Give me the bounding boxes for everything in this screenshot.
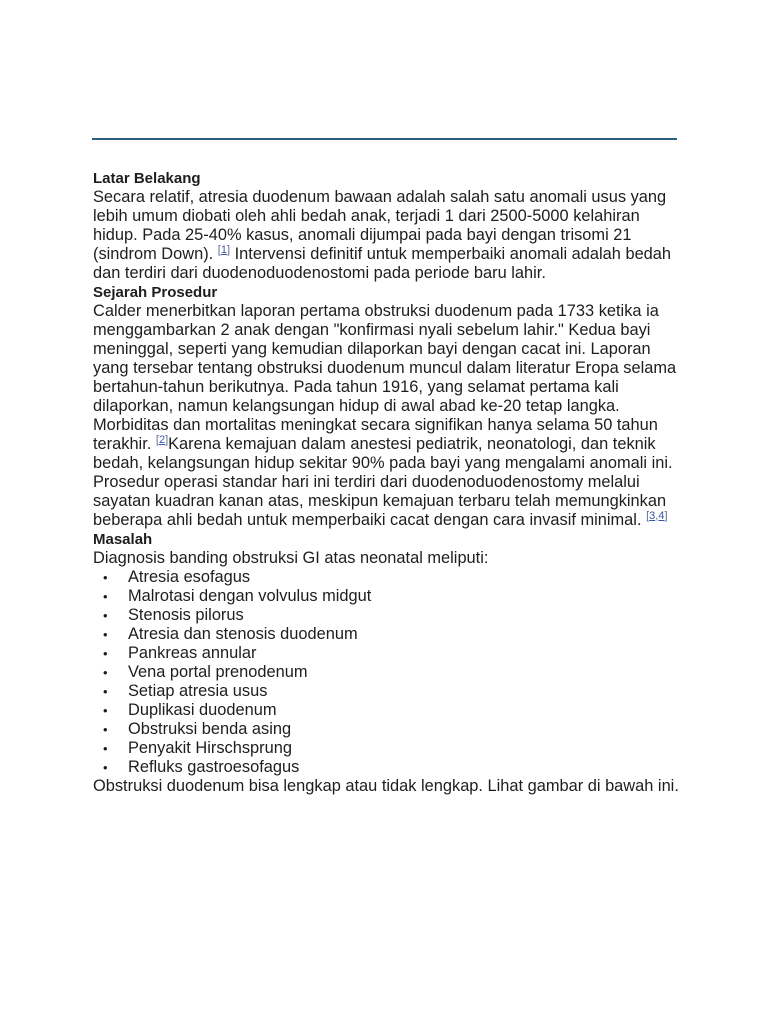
differential-diagnosis-list [93,568,683,777]
masalah-intro: Diagnosis banding obstruksi GI atas neonatal meliputi: [93,549,489,567]
list-item: • Penyakit Hirschsprung [93,739,683,758]
paragraph-sejarah-prosedur [93,302,683,530]
citation-link-4[interactable]: 4 [658,510,665,522]
list-item: • Setiap atresia usus [93,682,683,701]
citation-link-1[interactable]: 1 [220,244,227,256]
list-item: • Duplikasi duodenum [93,701,683,720]
header-divider [92,138,677,140]
heading-masalah: Masalah [93,531,153,548]
citation-1: [1] [217,244,231,256]
citation-3-4: [3,4] [646,510,668,522]
list-item: • Vena portal prenodenum [93,663,683,682]
list-item: • Atresia dan stenosis duodenum [93,625,683,644]
list-item: • Stenosis pilorus [93,606,683,625]
sejarah-text-2: Karena kemajuan dalam anestesi pediatrik, neonatologi, dan teknik bedah, kelangsungan hidup sekitar 90% pada bayi yang mengalami anomali ini. Prosedur operasi standar hari ini terdiri dari duodenoduodenostomy melalui sayatan kuadran kanan atas, meskipun kemajuan terbaru telah memungkinkan beberapa ahli bedah untuk memperbaiki cacat dengan cara invasif minimal. [93,435,673,529]
list-item: • Refluks gastroesofagus [93,758,683,777]
citation-link-3[interactable]: 3 [649,510,656,522]
paragraph-latar-belakang [93,188,683,283]
heading-sejarah-prosedur: Sejarah Prosedur [93,284,218,301]
citation-link-2[interactable]: 2 [158,434,166,446]
sejarah-text-1: Calder menerbitkan laporan pertama obstruksi duodenum pada 1733 ketika ia menggambarkan 2 anak dengan "konfirmasi nyali sebelum lahir." Kedua bayi meninggal, seperti yang kemudian dilaporkan bayi dengan cacat ini. Laporan yang tersebar tentang obstruksi duodenum muncul dalam literatur Eropa selama bertahun-tahun berikutnya. Pada tahun 1916, yang selamat pertama kali dilaporkan, namun kelangsungan hidup di awal abad ke-20 tetap langka. Morbiditas dan mortalitas meningkat secara signifikan hanya selama 50 tahun terakhir. [93,302,677,453]
list-item: • Atresia esofagus [93,568,683,587]
latar-text-1: Secara relatif, atresia duodenum bawaan adalah salah satu anomali usus yang lebih umum diobati oleh ahli bedah anak, terjadi 1 dari 2500-5000 kelahiran hidup. Pada 25-40% kasus, anomali dijumpai pada bayi dengan trisomi 21 (sindrom Down). [93,188,667,263]
article-body [93,169,683,796]
list-item: • Obstruksi benda asing [93,720,683,739]
list-item: • Pankreas annular [93,644,683,663]
latar-text-2: Intervensi definitif untuk memperbaiki anomali adalah bedah dan terdiri dari duodenoduodenostomi pada periode baru lahir. [93,245,672,282]
list-item: • Malrotasi dengan volvulus midgut [93,587,683,606]
heading-latar-belakang: Latar Belakang [93,170,201,187]
citation-2: [2] [155,434,169,446]
masalah-closing: Obstruksi duodenum bisa lengkap atau tidak lengkap. Lihat gambar di bawah ini. [93,777,679,795]
